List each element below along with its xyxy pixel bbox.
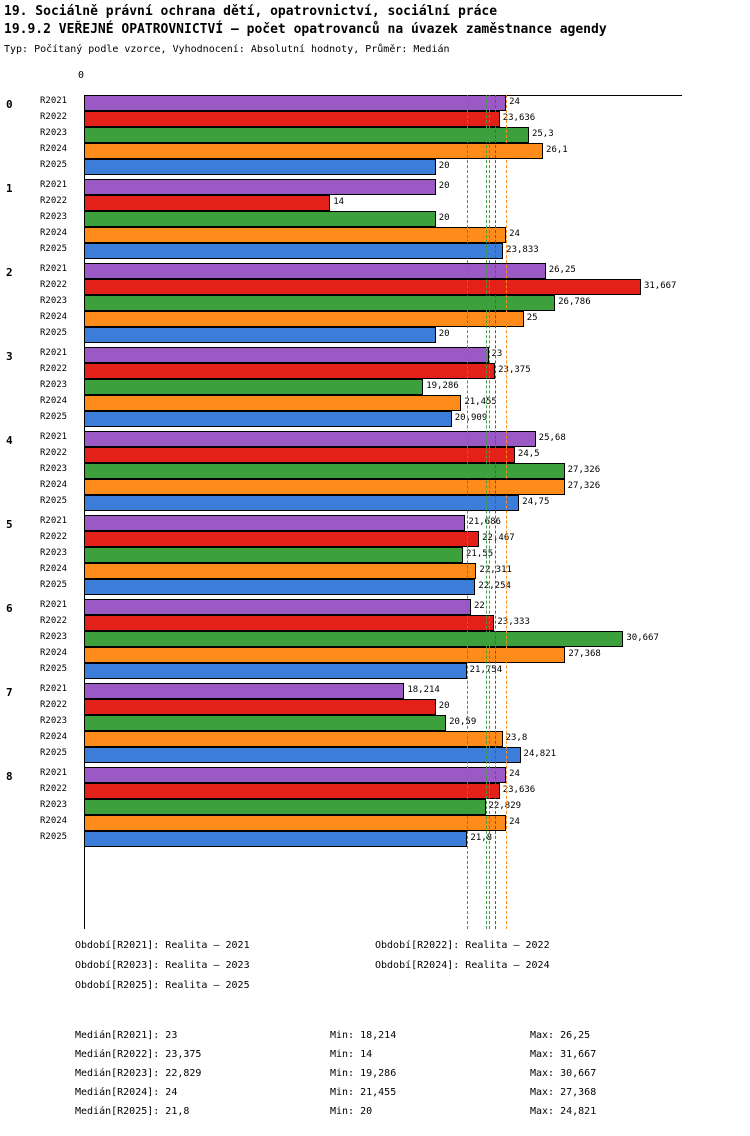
chart-bar[interactable] [84,515,465,531]
stats-row [0,1049,750,1068]
chart-bar[interactable] [84,95,506,111]
bar-value-label: 23 [491,349,503,359]
chart-row [40,747,740,763]
chart-bar[interactable] [84,111,500,127]
chart-bar[interactable] [84,347,489,363]
stat-min: Min: 21,455 [330,1087,397,1098]
row-series-label: R2023 [40,212,68,222]
stats-row [0,1068,750,1087]
chart-bar[interactable] [84,127,529,143]
row-series-label: R2023 [40,800,68,810]
bar-value-label: 23,333 [497,617,530,627]
bar-value-label: 26,1 [546,145,568,155]
bar-value-label: 26,786 [558,297,591,307]
row-series-label: R2023 [40,716,68,726]
row-series-label: R2022 [40,448,68,458]
chart-bar[interactable] [84,243,503,259]
row-series-label: R2022 [40,532,68,542]
chart-row [40,311,740,327]
chart-bar[interactable] [84,647,565,663]
stat-min: Min: 19,286 [330,1068,397,1079]
row-series-label: R2024 [40,816,68,826]
bar-value-label: 27,326 [567,465,601,475]
legend-entry: Období[R2022]: Realita – 2022 [375,940,550,951]
bar-value-label: 22,311 [479,565,512,575]
stat-max: Max: 31,667 [530,1049,597,1060]
group-label: 8 [6,770,13,783]
chart-row [40,515,740,531]
chart-row [40,579,740,595]
chart-bar[interactable] [84,143,543,159]
chart-bar[interactable] [84,311,524,327]
stats-row [0,1087,750,1106]
bar-value-label: 24,5 [517,449,540,459]
bar-value-label: 30,667 [626,633,659,643]
bar-value-label: 24 [509,769,520,779]
row-series-label: R2024 [40,564,68,574]
bar-value-label: 20 [438,161,450,171]
stats-row [0,1106,750,1125]
chart-bar[interactable] [84,263,546,279]
bar-value-label: 20 [438,329,450,339]
chart-bar[interactable] [84,799,486,815]
bar-value-label: 20 [438,213,450,223]
stat-median: Medián[R2024]: 24 [75,1087,178,1098]
chart-row [40,463,740,479]
stat-median: Medián[R2023]: 22,829 [75,1068,202,1079]
chart-row [40,699,740,715]
chart-row [40,647,740,663]
chart-bar[interactable] [84,159,436,175]
row-series-label: R2025 [40,580,68,590]
chart-bar[interactable] [84,731,503,747]
bar-value-label: 23,8 [505,733,528,743]
group-label: 6 [6,602,13,615]
row-series-label: R2022 [40,280,68,290]
chart-row [40,715,740,731]
chart-row [40,243,740,259]
row-series-label: R2025 [40,328,68,338]
group-label: 4 [6,434,13,447]
median-line-r2024 [506,95,508,929]
chart-row [40,127,740,143]
bar-value-label: 22 [473,601,485,611]
chart-row [40,195,740,211]
row-series-label: R2025 [40,244,68,254]
chart-row [40,631,740,647]
row-series-label: R2024 [40,648,68,658]
chart-row [40,379,740,395]
chart-bar[interactable] [84,479,565,495]
row-series-label: R2025 [40,664,68,674]
bar-value-label: 21,8 [470,833,493,843]
row-series-label: R2025 [40,832,68,842]
chart-row [40,143,740,159]
group-label: 0 [6,98,13,111]
chart-row [40,179,740,195]
chart-bar[interactable] [84,295,555,311]
group-label: 7 [6,686,13,699]
stat-max: Max: 26,25 [530,1030,591,1041]
row-series-label: R2021 [40,348,68,358]
legend-row [0,940,750,960]
chart-row [40,615,740,631]
chart-row [40,327,740,343]
chart-row [40,767,740,783]
row-series-label: R2024 [40,228,68,238]
row-series-label: R2023 [40,128,68,138]
row-series-label: R2022 [40,196,68,206]
chart-bar[interactable] [84,715,446,731]
chart-row [40,599,740,615]
chart-bar[interactable] [84,495,519,511]
bar-value-label: 21,754 [469,665,503,675]
bar-value-label: 22,829 [488,801,522,811]
group-label: 1 [6,182,13,195]
chart-row [40,815,740,831]
legend-row [0,980,750,1000]
chart-bar[interactable] [84,831,467,847]
chart-row [40,831,740,847]
row-series-label: R2025 [40,748,68,758]
chart-row [40,431,740,447]
chart-row [40,347,740,363]
chart-row [40,447,740,463]
chart-bar[interactable] [84,783,500,799]
chart-bar[interactable] [84,563,476,579]
row-series-label: R2025 [40,496,68,506]
bar-value-label: 25,3 [531,129,554,139]
group-label: 5 [6,518,13,531]
chart-bar[interactable] [84,747,521,763]
row-series-label: R2022 [40,364,68,374]
axis-tick-zero: 0 [78,70,85,81]
chart-bar[interactable] [84,327,436,343]
stat-min: Min: 14 [330,1049,373,1060]
chart-row [40,111,740,127]
chart-bar[interactable] [84,363,495,379]
row-series-label: R2021 [40,264,68,274]
bar-value-label: 23,636 [502,113,536,123]
page-title-section: 19. Sociálně právní ochrana dětí, opatrovnictví, sociální práce [4,4,498,19]
bar-value-label: 20 [438,701,450,711]
chart-legend [0,940,750,1000]
chart-row [40,295,740,311]
chart-bar[interactable] [84,211,436,227]
row-series-label: R2021 [40,96,68,106]
chart-row [40,159,740,175]
bar-value-label: 25,68 [538,433,566,443]
bar-value-label: 23,375 [498,365,531,375]
chart-bar[interactable] [84,767,506,783]
row-series-label: R2022 [40,616,68,626]
chart-row [40,479,740,495]
group-label: 2 [6,266,13,279]
row-series-label: R2021 [40,180,68,190]
chart-bar[interactable] [84,195,330,211]
chart-row [40,683,740,699]
chart-bar[interactable] [84,815,506,831]
stat-median: Medián[R2025]: 21,8 [75,1106,190,1117]
row-series-label: R2025 [40,160,68,170]
legend-entry: Období[R2021]: Realita – 2021 [75,940,250,951]
median-line-r2021 [489,95,491,929]
bar-value-label: 21,55 [466,549,494,559]
stat-min: Min: 18,214 [330,1030,397,1041]
chart-row [40,731,740,747]
row-series-label: R2024 [40,144,68,154]
row-series-label: R2024 [40,312,68,322]
bar-value-label: 19,286 [426,381,459,391]
bar-value-label: 27,326 [567,481,601,491]
row-series-label: R2021 [40,432,68,442]
chart-bar[interactable] [84,411,452,427]
bar-value-label: 27,368 [568,649,601,659]
row-series-label: R2023 [40,296,68,306]
chart-bar[interactable] [84,179,436,195]
chart-row [40,95,740,111]
row-series-label: R2023 [40,464,68,474]
bar-value-label: 20 [438,181,450,191]
row-series-label: R2022 [40,112,68,122]
chart-row [40,547,740,563]
bar-value-label: 20,909 [454,413,488,423]
chart-row [40,263,740,279]
chart-bar[interactable] [84,279,641,295]
chart-row [40,663,740,679]
median-line-r2025 [467,95,469,929]
chart-row [40,363,740,379]
chart-row [40,783,740,799]
median-line-r2022 [495,95,497,929]
bar-value-label: 24,821 [523,749,557,759]
chart-bar[interactable] [84,663,467,679]
bar-value-label: 18,214 [407,685,440,695]
bar-value-label: 25 [526,313,538,323]
bar-value-label: 26,25 [548,265,576,275]
chart-row [40,411,740,427]
bar-value-label: 14 [333,197,345,207]
chart-subtitle: Typ: Počítaný podle vzorce, Vyhodnocení: Absolutní hodnoty, Průměr: Medián [4,44,450,55]
chart-bar[interactable] [84,615,494,631]
median-line-r2023 [486,95,488,929]
bar-value-label: 23,636 [502,785,536,795]
row-series-label: R2023 [40,548,68,558]
bar-value-label: 20,59 [449,717,477,727]
group-label: 3 [6,350,13,363]
chart-bar[interactable] [84,379,423,395]
row-series-label: R2021 [40,516,68,526]
chart-row [40,395,740,411]
bar-value-label: 24 [509,817,520,827]
stat-min: Min: 20 [330,1106,373,1117]
chart-bar[interactable] [84,699,436,715]
chart-row [40,563,740,579]
chart-row [40,799,740,815]
chart-plot-area [0,86,750,930]
row-series-label: R2024 [40,396,68,406]
chart-bar[interactable] [84,683,404,699]
stat-max: Max: 30,667 [530,1068,597,1079]
bar-value-label: 24 [509,97,520,107]
chart-bar[interactable] [84,631,623,647]
chart-bar[interactable] [84,227,506,243]
bar-value-label: 22,254 [478,581,511,591]
bar-value-label: 21,686 [468,517,501,527]
row-series-label: R2021 [40,768,68,778]
page-title-indicator: 19.9.2 VEŘEJNÉ OPATROVNICTVÍ – počet opatrovanců na úvazek zaměstnance agendy [4,22,607,37]
chart-bar[interactable] [84,395,461,411]
row-series-label: R2021 [40,600,68,610]
bar-value-label: 21,455 [464,397,497,407]
chart-row [40,227,740,243]
chart-bar[interactable] [84,547,463,563]
chart-bar[interactable] [84,447,515,463]
chart-bar[interactable] [84,531,479,547]
stat-median: Medián[R2021]: 23 [75,1030,178,1041]
legend-row [0,960,750,980]
chart-bar[interactable] [84,599,471,615]
row-series-label: R2025 [40,412,68,422]
row-series-label: R2022 [40,784,68,794]
row-series-label: R2022 [40,700,68,710]
bar-value-label: 22,467 [482,533,515,543]
chart-row [40,495,740,511]
legend-entry: Období[R2025]: Realita – 2025 [75,980,250,991]
bar-value-label: 24,75 [522,497,550,507]
chart-row [40,211,740,227]
row-series-label: R2021 [40,684,68,694]
chart-bar[interactable] [84,463,565,479]
row-series-label: R2023 [40,380,68,390]
legend-entry: Období[R2024]: Realita – 2024 [375,960,550,971]
chart-row [40,531,740,547]
bar-value-label: 31,667 [643,281,677,291]
stats-row [0,1030,750,1049]
bar-value-label: 24 [509,229,520,239]
chart-bar[interactable] [84,579,475,595]
legend-entry: Období[R2023]: Realita – 2023 [75,960,250,971]
row-series-label: R2024 [40,732,68,742]
stat-median: Medián[R2022]: 23,375 [75,1049,202,1060]
stat-max: Max: 24,821 [530,1106,597,1117]
row-series-label: R2024 [40,480,68,490]
chart-row [40,279,740,295]
chart-statistics [0,1030,750,1125]
stat-max: Max: 27,368 [530,1087,597,1098]
bar-value-label: 23,833 [506,245,539,255]
row-series-label: R2023 [40,632,68,642]
